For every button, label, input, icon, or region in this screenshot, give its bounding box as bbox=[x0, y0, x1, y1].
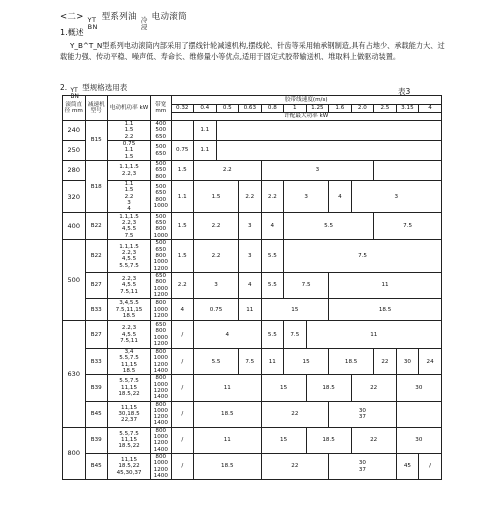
width-list bbox=[151, 240, 171, 272]
power-cell: 1.1 bbox=[194, 141, 217, 161]
col-header-drum: 滚筒直径 mm bbox=[63, 96, 86, 121]
width-item: 650 bbox=[155, 220, 167, 227]
speed-value: 0.63 bbox=[239, 105, 262, 113]
power-cell: 4 bbox=[261, 213, 284, 240]
width-list bbox=[151, 181, 171, 213]
width-item: 500 bbox=[155, 127, 167, 134]
power-cell: 1.1 bbox=[171, 181, 194, 213]
power-cell: 1.5 bbox=[171, 240, 194, 272]
spec-table bbox=[62, 95, 442, 480]
power-item: 37 bbox=[358, 414, 366, 421]
power-cell: 3 bbox=[351, 181, 441, 213]
table-row-500-b27 bbox=[63, 272, 442, 298]
width-item: 1200 bbox=[153, 312, 168, 319]
header-row-1 bbox=[63, 96, 442, 105]
width-list bbox=[151, 453, 171, 479]
power-item: 37 bbox=[358, 466, 366, 473]
table-row-250 bbox=[63, 141, 442, 161]
drum-250: 250 bbox=[63, 141, 86, 161]
power-cell: 15 bbox=[261, 375, 306, 401]
power-cell bbox=[329, 453, 397, 479]
model-letters bbox=[88, 17, 98, 31]
width-list bbox=[151, 321, 171, 349]
power-cell: 7.5 bbox=[239, 349, 262, 375]
power-item: 7.5 bbox=[124, 232, 134, 239]
power-item: 3,4 bbox=[124, 349, 134, 356]
width-item: 650 bbox=[155, 190, 167, 197]
power-cell: 22 bbox=[261, 453, 329, 479]
width-item: 500 bbox=[155, 184, 167, 191]
tt-letter-n: N bbox=[74, 94, 79, 100]
power-item: 1.1 bbox=[124, 181, 134, 187]
width-item: 1200 bbox=[153, 265, 168, 272]
power-cell: 5.5 bbox=[261, 240, 284, 272]
power-item: 3,4,5.5 bbox=[119, 300, 139, 307]
power-item: 2.2,3 bbox=[121, 276, 137, 283]
width-item: 1000 bbox=[153, 285, 168, 292]
power-item: 2.2,3 bbox=[121, 325, 137, 332]
power-cell: 11 bbox=[306, 321, 441, 349]
reducer-b22: B22 bbox=[85, 240, 108, 272]
power-item: 11,15 bbox=[121, 404, 138, 411]
drum-320: 320 bbox=[63, 181, 86, 213]
power-item: 30,18.5 bbox=[118, 410, 140, 417]
width-item: 800 bbox=[155, 375, 167, 382]
table-row-280 bbox=[63, 161, 442, 181]
power-list bbox=[108, 453, 151, 479]
tt-letter-t: T bbox=[74, 88, 78, 94]
width-item: 800 bbox=[155, 196, 167, 203]
power-item: 7.5,11 bbox=[120, 288, 138, 295]
power-cell: 3 bbox=[239, 213, 262, 240]
width-list bbox=[151, 213, 171, 240]
width-item: 800 bbox=[155, 349, 167, 356]
width-item: 1000 bbox=[153, 407, 168, 414]
letter-y: Y bbox=[87, 16, 92, 24]
col-header-width: 带宽 mm bbox=[151, 96, 171, 121]
power-cell: 5.5 bbox=[194, 349, 239, 375]
power-item: 4,5.5 bbox=[121, 226, 137, 233]
width-list bbox=[151, 401, 171, 427]
tt-letter-b: B bbox=[70, 94, 75, 100]
width-item: 650 bbox=[155, 272, 167, 279]
width-item: 1400 bbox=[153, 394, 168, 401]
power-cell: 22 bbox=[351, 375, 396, 401]
table-title-suffix: 型规格选用表 bbox=[82, 83, 128, 92]
power-cell: 0.75 bbox=[171, 141, 194, 161]
col-header-power: 电动机功率 kW bbox=[108, 96, 151, 121]
table-row-320 bbox=[63, 181, 442, 213]
width-item: 800 bbox=[155, 173, 167, 180]
power-cell: 7.5 bbox=[284, 321, 307, 349]
width-item: 1400 bbox=[153, 368, 168, 375]
power-list bbox=[108, 299, 151, 321]
width-item: 650 bbox=[155, 133, 167, 140]
width-item: 1200 bbox=[153, 466, 168, 473]
table-row-800-b45 bbox=[63, 453, 442, 479]
reducer-b45: B45 bbox=[85, 401, 108, 427]
table-row-630-b33 bbox=[63, 349, 442, 375]
width-item: 800 bbox=[155, 453, 167, 460]
speed-value: 4 bbox=[419, 105, 442, 113]
power-cell: 18.5 bbox=[329, 349, 374, 375]
table-row-630-b27 bbox=[63, 321, 442, 349]
width-item: 800 bbox=[155, 328, 167, 335]
power-item: 1.5 bbox=[124, 187, 134, 194]
width-item: 1000 bbox=[153, 460, 168, 467]
table-row-240 bbox=[63, 121, 442, 141]
power-cell: 11 bbox=[194, 427, 262, 453]
table-row-630-b45 bbox=[63, 401, 442, 427]
overview-paragraph: Y_B^T_N型系列电动滚筒内部采用了摆线针轮减速机构,摆线轮、针齿等采用轴承钢制造,具有占地少、承载能力大、过载能力强、传动平稳、噪声低、寿命长、维修量小等优点,适用于固定式胶带输送机、堆取料上做驱动装置。 bbox=[60, 41, 445, 61]
drum-800: 800 bbox=[63, 427, 86, 479]
power-item: 0.75 bbox=[122, 141, 136, 148]
width-item: 1200 bbox=[153, 440, 168, 447]
power-cell: 11 bbox=[329, 272, 442, 298]
power-item: 7.5,11 bbox=[120, 337, 138, 344]
speed-value: 2.0 bbox=[351, 105, 374, 113]
power-cell: / bbox=[171, 375, 194, 401]
width-item: 1200 bbox=[153, 291, 168, 298]
width-item: 1200 bbox=[153, 387, 168, 394]
power-item: 4,5.5 bbox=[121, 256, 137, 263]
width-item: 1200 bbox=[153, 414, 168, 421]
table-row-500-b33 bbox=[63, 299, 442, 321]
power-cell: 4 bbox=[329, 181, 352, 213]
power-cell: 2.2 bbox=[194, 240, 239, 272]
speed-value: 0.4 bbox=[194, 105, 217, 113]
width-item: 500 bbox=[155, 144, 167, 151]
power-cell: 15 bbox=[261, 299, 329, 321]
power-list bbox=[108, 321, 151, 349]
reducer-b39: B39 bbox=[85, 427, 108, 453]
width-item: 800 bbox=[155, 427, 167, 434]
speed-value: 3.15 bbox=[396, 105, 419, 113]
width-list bbox=[151, 349, 171, 375]
power-list bbox=[108, 161, 151, 181]
power-item: 4 bbox=[127, 206, 131, 213]
power-item: 2.2,3 bbox=[121, 220, 137, 227]
power-item: 1.5 bbox=[124, 127, 134, 134]
power-cell: 5.5 bbox=[284, 213, 374, 240]
letter-b: B bbox=[87, 23, 93, 31]
power-cell: 2.2 bbox=[194, 161, 262, 181]
width-item: 1400 bbox=[153, 446, 168, 453]
speed-value: 1.25 bbox=[306, 105, 329, 113]
power-cell: 2.2 bbox=[194, 213, 239, 240]
width-item: 1000 bbox=[153, 434, 168, 441]
reducer-b33: B33 bbox=[85, 299, 108, 321]
power-cell: 5.5 bbox=[261, 272, 284, 298]
width-list bbox=[151, 299, 171, 321]
table-number: 表3 bbox=[398, 87, 411, 96]
power-cell: 7.5 bbox=[374, 213, 442, 240]
power-cell: 18.5 bbox=[306, 375, 351, 401]
heading-prefix: <二> bbox=[60, 12, 84, 22]
power-item: 18.5 bbox=[122, 312, 136, 319]
power-item: 18.5 bbox=[122, 368, 136, 375]
power-item: 4,5.5 bbox=[121, 331, 137, 338]
power-cell: 3 bbox=[239, 240, 262, 272]
width-item: 1400 bbox=[153, 472, 168, 479]
drum-280: 280 bbox=[63, 161, 86, 181]
width-item: 650 bbox=[155, 150, 167, 157]
tt-letter-y: Y bbox=[70, 88, 75, 94]
table-title-num: 2. bbox=[60, 83, 68, 92]
table-row-800-b39 bbox=[63, 427, 442, 453]
power-cell: / bbox=[171, 427, 194, 453]
power-item: 1.1 bbox=[124, 147, 134, 154]
drum-240: 240 bbox=[63, 121, 86, 141]
power-cell: 4 bbox=[171, 299, 194, 321]
reducer-b22: B22 bbox=[85, 213, 108, 240]
width-item: 500 bbox=[155, 240, 167, 247]
power-item: 11,15 bbox=[121, 361, 138, 368]
speed-value: 0.32 bbox=[171, 105, 194, 113]
power-item: 22,37 bbox=[121, 417, 138, 424]
width-item: 1200 bbox=[153, 340, 168, 347]
width-list bbox=[151, 375, 171, 401]
width-item: 500 bbox=[155, 161, 167, 168]
width-item: 1000 bbox=[153, 306, 168, 313]
width-list bbox=[151, 161, 171, 181]
width-item: 1000 bbox=[153, 259, 168, 266]
power-item: 1.1,1.5 bbox=[119, 213, 139, 220]
power-cell: 2.2 bbox=[261, 181, 284, 213]
reducer-b18: B18 bbox=[85, 161, 108, 213]
power-cell: 5.5 bbox=[261, 321, 284, 349]
power-list bbox=[108, 427, 151, 453]
reducer-b27: B27 bbox=[85, 272, 108, 298]
power-list bbox=[108, 240, 151, 272]
width-item: 1200 bbox=[153, 361, 168, 368]
power-cell: 18.5 bbox=[329, 299, 442, 321]
table-row-500-b22 bbox=[63, 240, 442, 272]
width-item: 1000 bbox=[153, 232, 168, 239]
reducer-b33: B33 bbox=[85, 349, 108, 375]
speed-value: 0.8 bbox=[261, 105, 284, 113]
power-list bbox=[108, 349, 151, 375]
speed-value: 0.5 bbox=[216, 105, 239, 113]
table-row-630-b39 bbox=[63, 375, 442, 401]
power-list bbox=[108, 272, 151, 298]
power-cell: 22 bbox=[351, 427, 396, 453]
heading-suffix: 电动滚筒 bbox=[151, 12, 187, 22]
reducer-b27: B27 bbox=[85, 321, 108, 349]
power-cell: 1.5 bbox=[194, 181, 239, 213]
power-item: 5.5,7.5 bbox=[119, 355, 139, 362]
cool-bottom: 浸 bbox=[140, 23, 148, 31]
power-cell: 7.5 bbox=[284, 272, 329, 298]
width-list bbox=[151, 427, 171, 453]
width-item: 650 bbox=[155, 322, 167, 329]
width-item: 800 bbox=[155, 253, 167, 260]
power-cell: 30 bbox=[396, 427, 441, 453]
drum-400: 400 bbox=[63, 213, 86, 240]
power-list bbox=[108, 401, 151, 427]
power-item: 18.5,22 bbox=[118, 463, 140, 470]
width-item: 1000 bbox=[153, 203, 168, 210]
speed-value: 1.6 bbox=[329, 105, 352, 113]
power-item: 11,15 bbox=[121, 437, 138, 444]
width-item: 500 bbox=[155, 213, 167, 220]
power-cell: 3 bbox=[284, 181, 329, 213]
power-item: 2.2,3 bbox=[121, 249, 137, 256]
power-cell: 3 bbox=[261, 161, 374, 181]
power-item: 4,5.5 bbox=[121, 282, 137, 289]
power-item: 2.2,3 bbox=[121, 170, 137, 177]
power-list bbox=[108, 213, 151, 240]
power-cell: 22 bbox=[374, 349, 397, 375]
power-cell: 18.5 bbox=[194, 401, 262, 427]
power-item: 2.2 bbox=[124, 193, 134, 200]
width-item: 650 bbox=[155, 167, 167, 174]
power-cell: 30 bbox=[396, 349, 419, 375]
power-cell: 3 bbox=[194, 272, 239, 298]
power-cell: 11 bbox=[194, 375, 262, 401]
width-item: 800 bbox=[155, 226, 167, 233]
power-item: 5.5,7.5 bbox=[119, 262, 139, 269]
width-item: 1400 bbox=[153, 420, 168, 427]
cooling-stack bbox=[141, 17, 148, 31]
power-list bbox=[108, 375, 151, 401]
power-cell bbox=[329, 401, 397, 427]
power-item: 2.2 bbox=[124, 133, 134, 140]
power-cell: 1.5 bbox=[171, 213, 194, 240]
width-item: 1000 bbox=[153, 355, 168, 362]
power-cell: 2.2 bbox=[171, 272, 194, 298]
table-row-400 bbox=[63, 213, 442, 240]
power-cell: 0.75 bbox=[194, 299, 239, 321]
power-cell: 11 bbox=[261, 349, 284, 375]
power-item: 1.5 bbox=[124, 153, 134, 160]
power-cell: / bbox=[171, 349, 194, 375]
width-item: 800 bbox=[155, 300, 167, 307]
letter-t: T bbox=[91, 16, 97, 24]
power-list bbox=[108, 181, 151, 213]
width-item: 400 bbox=[155, 121, 167, 128]
power-cell: / bbox=[419, 453, 442, 479]
power-item: 45,30,37 bbox=[116, 469, 142, 476]
speed-value: 2.5 bbox=[374, 105, 397, 113]
power-cell: 15 bbox=[261, 427, 306, 453]
power-cell: / bbox=[171, 453, 194, 479]
power-cell: 1.1 bbox=[194, 121, 217, 141]
width-item: 1000 bbox=[153, 381, 168, 388]
power-header: 许配最大功率 kW bbox=[171, 113, 442, 121]
drum-630: 630 bbox=[63, 321, 86, 428]
power-item: 18.5,22 bbox=[118, 391, 140, 398]
width-item: 800 bbox=[155, 401, 167, 408]
reducer-b39: B39 bbox=[85, 375, 108, 401]
heading-middle: 型系列油 bbox=[101, 12, 137, 22]
letter-n: N bbox=[92, 23, 98, 31]
power-cell: 18.5 bbox=[306, 427, 351, 453]
power-cell: 22 bbox=[261, 401, 329, 427]
power-cell: 2.2 bbox=[239, 181, 262, 213]
drum-500: 500 bbox=[63, 240, 86, 321]
power-list bbox=[108, 141, 151, 161]
power-item: 3 bbox=[127, 199, 131, 206]
power-item: 11,15 bbox=[121, 457, 138, 464]
cool-top: 冷 bbox=[140, 16, 148, 24]
power-cell: 24 bbox=[419, 349, 442, 375]
power-list bbox=[108, 121, 151, 141]
speed-header: 胶带线速度(m/s) bbox=[171, 96, 442, 105]
power-item: 11,15 bbox=[121, 384, 138, 391]
width-item: 650 bbox=[155, 246, 167, 253]
power-item: 1.1,1.5 bbox=[119, 164, 139, 171]
power-cell: 7.5 bbox=[284, 240, 442, 272]
power-item: 1.1,1.5 bbox=[119, 243, 139, 250]
power-cell: 30 bbox=[396, 375, 441, 401]
width-list bbox=[151, 121, 171, 141]
power-item: 30 bbox=[358, 407, 366, 414]
power-cell: 4 bbox=[194, 321, 262, 349]
power-cell: 18.5 bbox=[194, 453, 262, 479]
power-item: 7.5,11,15 bbox=[115, 306, 143, 313]
power-item: 1.1 bbox=[124, 121, 134, 128]
power-item: 5.5,7.5 bbox=[119, 378, 139, 385]
power-cell: / bbox=[171, 321, 194, 349]
width-list bbox=[151, 141, 171, 161]
power-item: 5.5,7.5 bbox=[119, 430, 139, 437]
power-cell: 45 bbox=[396, 453, 419, 479]
section-title: 1.概述 bbox=[60, 28, 84, 37]
power-cell: 11 bbox=[239, 299, 262, 321]
power-cell: 15 bbox=[284, 349, 329, 375]
width-item: 1000 bbox=[153, 334, 168, 341]
reducer-b15: B15 bbox=[85, 121, 108, 161]
width-list bbox=[151, 272, 171, 298]
col-header-reducer: 减速机型号 bbox=[85, 96, 108, 121]
reducer-b45: B45 bbox=[85, 453, 108, 479]
width-item: 800 bbox=[155, 279, 167, 286]
power-item: 18.5,22 bbox=[118, 443, 140, 450]
speed-value: 1 bbox=[284, 105, 307, 113]
power-item: 30 bbox=[358, 460, 366, 467]
power-cell: / bbox=[171, 401, 194, 427]
power-cell: 1.5 bbox=[171, 161, 194, 181]
power-cell: 4 bbox=[239, 272, 262, 298]
